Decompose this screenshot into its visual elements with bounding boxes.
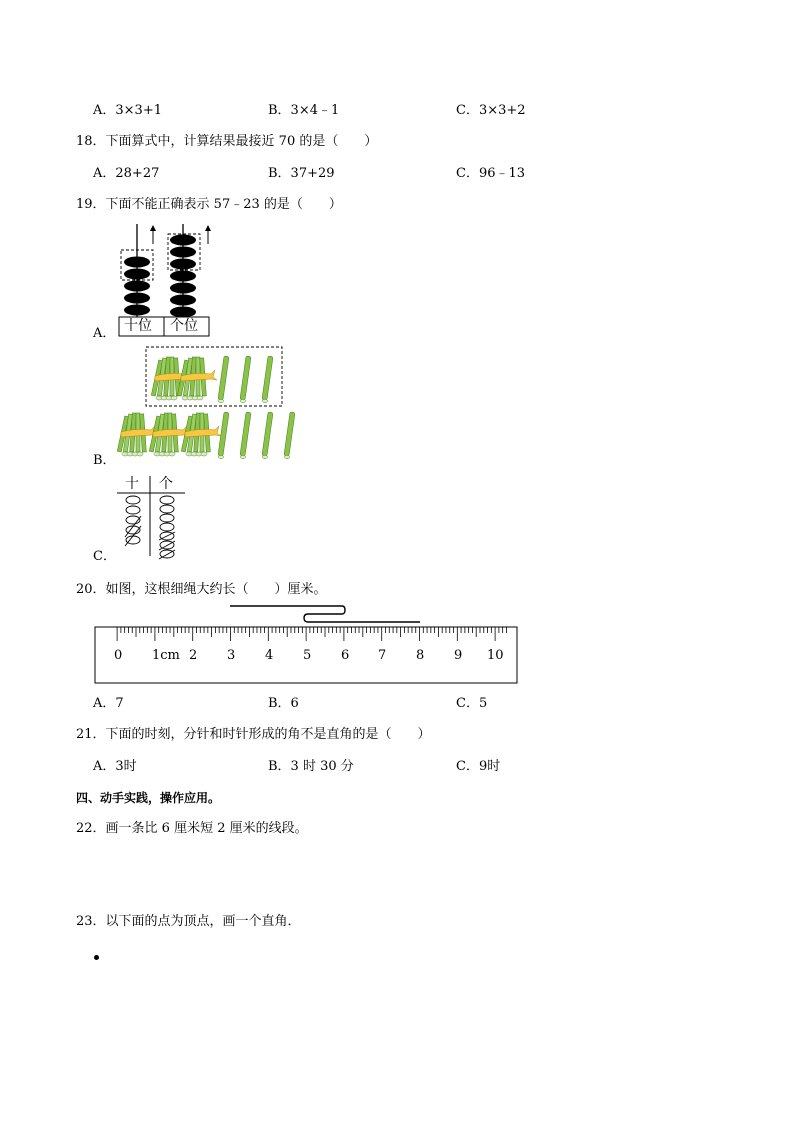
q20-option-b: B．6: [268, 696, 299, 711]
q19-option-a-label: A．: [93, 326, 116, 341]
q20-stem: 20．如图，这根细绳大约长（ ）厘米。: [76, 582, 327, 597]
q20-option-a: A．7: [93, 696, 124, 711]
q18-option-a: A．28+27: [93, 166, 160, 181]
vertex-point: [94, 955, 99, 960]
ruler-number: 6: [341, 648, 350, 663]
abacus-ones-label: 个位: [170, 318, 198, 334]
sticks-figure: [115, 344, 315, 464]
ruler-number: 7: [378, 648, 387, 663]
q18-option-b: B．37+29: [268, 166, 335, 181]
q21-option-c: C．9时: [456, 759, 501, 774]
ruler-number: 0: [114, 648, 123, 663]
q19-option-c-label: C．: [93, 549, 116, 564]
q19-stem: 19．下面不能正确表示 57﹣23 的是（ ）: [76, 197, 342, 212]
ruler-number: 2: [189, 648, 198, 663]
q18-option-c: C．96﹣13: [456, 166, 526, 181]
q20-option-c: C．5: [456, 696, 488, 711]
table-tens-header: 十: [125, 476, 139, 492]
ruler-number: 4: [265, 648, 274, 663]
q17-option-b: B．3×4﹣1: [268, 103, 340, 118]
ruler-number: 10: [487, 648, 504, 663]
ruler-figure: [94, 600, 520, 686]
q22-stem: 22．画一条比 6 厘米短 2 厘米的线段。: [76, 821, 308, 836]
ruler-number: 1cm: [152, 648, 180, 663]
q21-stem: 21．下面的时刻，分针和时针形成的角不是直角的是（ ）: [76, 727, 431, 742]
ruler-number: 5: [303, 648, 312, 663]
ruler-number: 9: [454, 648, 463, 663]
q23-stem: 23．以下面的点为顶点，画一个直角．: [76, 914, 301, 929]
q21-option-b: B．3 时 30 分: [268, 759, 354, 774]
place-value-table: [115, 474, 190, 560]
q19-option-b-label: B．: [93, 453, 116, 468]
section-4-title: 四、动手实践，操作应用。: [76, 791, 221, 805]
ruler-number: 3: [227, 648, 236, 663]
ruler-number: 8: [416, 648, 425, 663]
table-ones-header: 个: [159, 476, 173, 492]
q17-option-c: C．3×3+2: [456, 103, 526, 118]
abacus-tens-label: 十位: [124, 318, 152, 334]
q21-option-a: A．3时: [93, 759, 137, 774]
q18-stem: 18．下面算式中，计算结果最接近 70 的是（ ）: [76, 134, 378, 149]
q17-option-a: A．3×3+1: [93, 103, 162, 118]
